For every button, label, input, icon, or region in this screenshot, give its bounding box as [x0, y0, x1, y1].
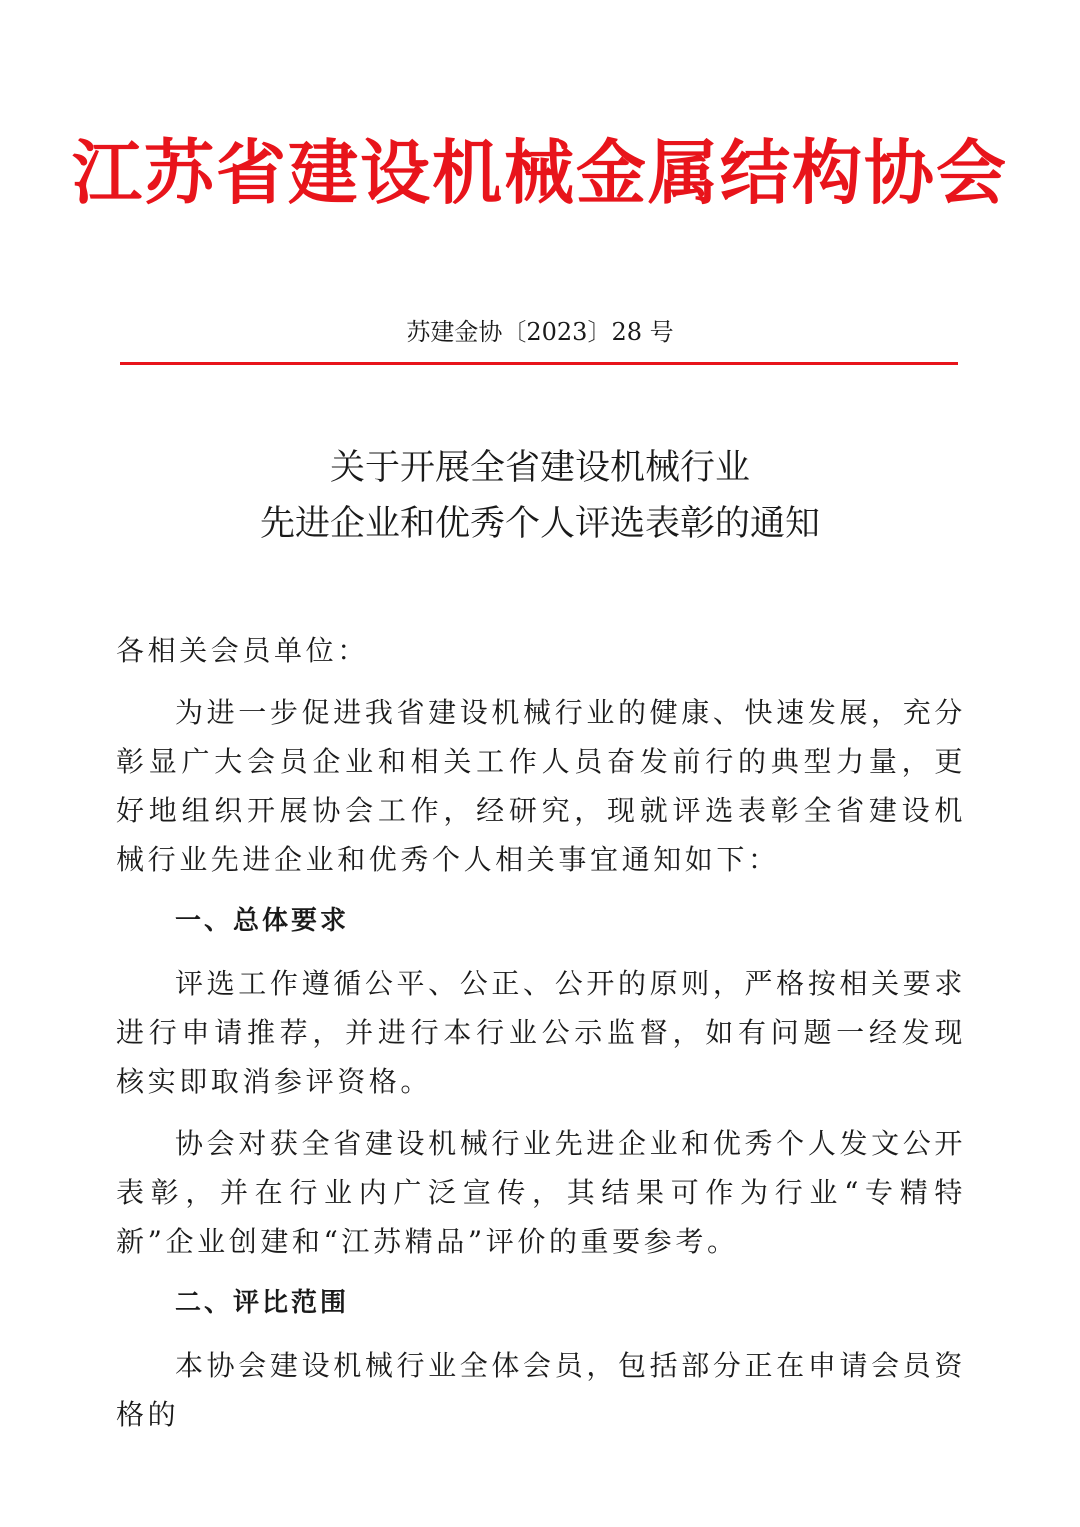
notice-body — [116, 626, 966, 1452]
section-heading-scope: 二、评比范围 — [175, 1288, 350, 1318]
section2-paragraph-1: 本协会建设机械行业全体会员，包括部分正在申请会员资格的 — [116, 1349, 966, 1431]
section1-paragraph-2: 协会对获全省建设机械行业先进企业和优秀个人发文公开表彰，并在行业内广泛宣传，其结果可作为行业“专精特新”企业创建和“江苏精品”评价的重要参考。 — [116, 1127, 966, 1258]
organization-title: 江苏省建设机械金属结构协会 — [72, 132, 1008, 214]
salutation: 各相关会员单位： — [116, 634, 369, 667]
section-heading-general-requirements: 一、总体要求 — [175, 906, 350, 936]
document-number: 苏建金协〔2023〕28 号 — [406, 318, 674, 346]
intro-paragraph: 为进一步促进我省建设机械行业的健康、快速发展，充分彰显广大会员企业和相关工作人员奋发前行的典型力量，更好地组织开展协会工作，经研究，现就评选表彰全省建设机械行业先进企业和优秀个人相关事宜通知如下： — [116, 696, 966, 876]
notice-title-line-1: 关于开展全省建设机械行业 — [329, 448, 750, 488]
red-divider — [120, 362, 958, 365]
section1-paragraph-1: 评选工作遵循公平、公正、公开的原则，严格按相关要求进行申请推荐，并进行本行业公示监督，如有问题一经发现核实即取消参评资格。 — [116, 967, 966, 1098]
notice-title-line-2: 先进企业和优秀个人评选表彰的通知 — [259, 504, 820, 544]
notice-title — [0, 440, 1080, 552]
